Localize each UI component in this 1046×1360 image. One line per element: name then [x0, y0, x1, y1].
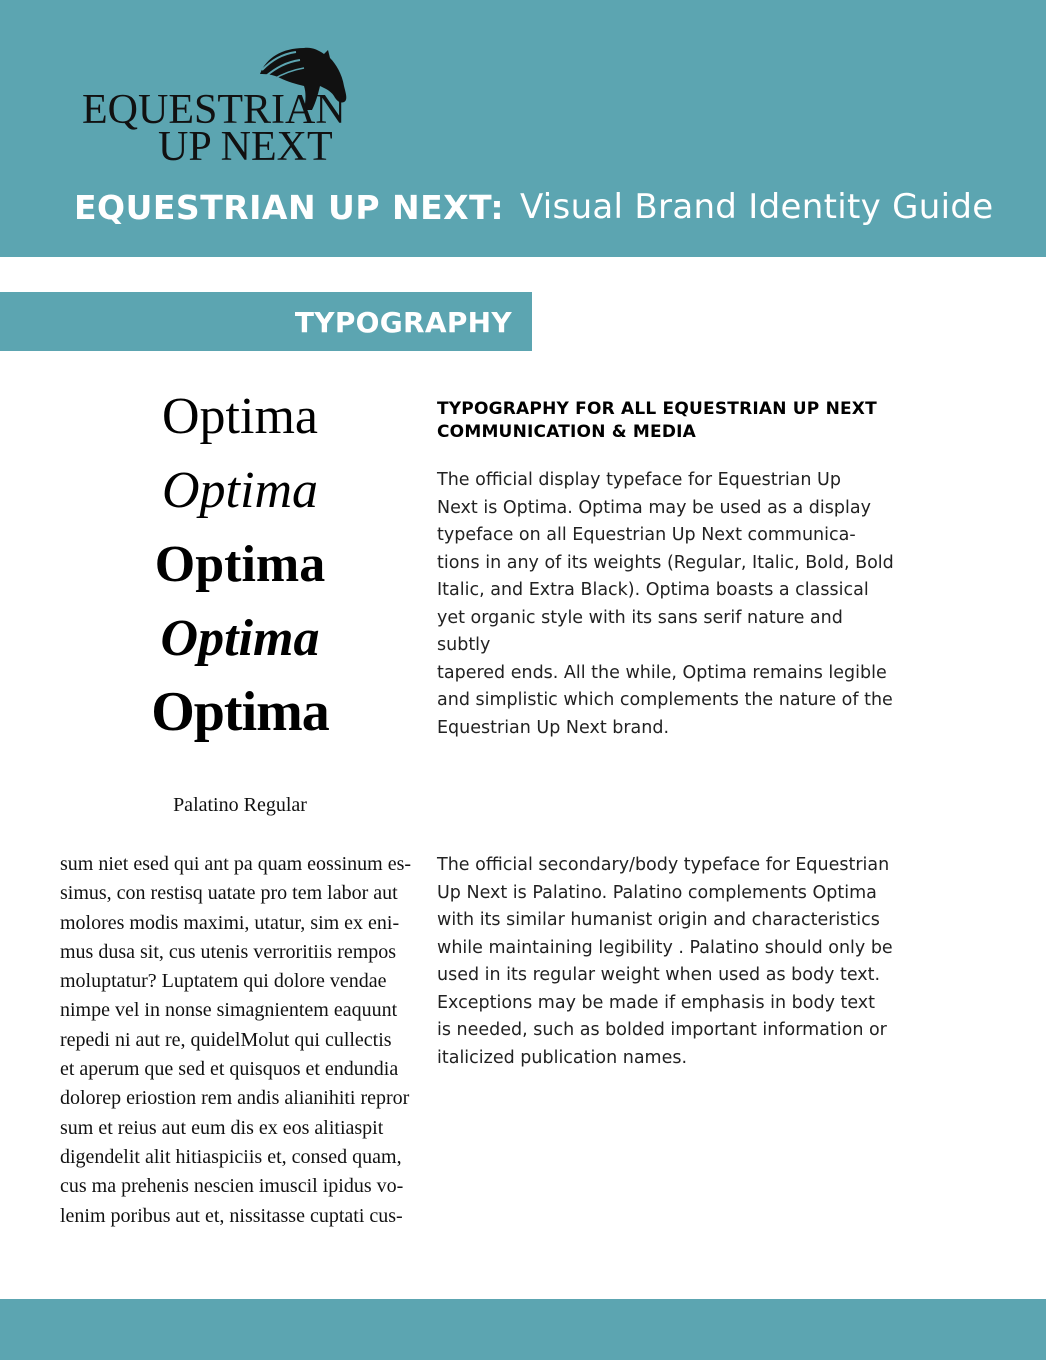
palatino-sample-text: sum niet esed qui ant pa quam eossinum es- simus, con restisq uatate pro tem labor aut molores modis maximi, utatur, sim ex eni- mus dusa sit, cus utenis verroritiis rempos moluptatur? Luptatem qui dolore vendae nimpe vel in nonse simagnientem eaquunt repedi ni aut re, quidelMolut qui cullectis et aperum que sed et quisquos et endundia dolorep eriostion rem andis alianihiti repror sum et reius aut eum dis ex eos alitiaspit digendelit alit hitiaspiciis et, consed quam, cus ma prehenis nescien imuscil ipidus vo- lenim poribus aut et, nissitasse cuptati cus- [60, 853, 412, 1227]
brand-logo [82, 44, 352, 170]
header-banner [0, 0, 1046, 257]
optima-extra-black-specimen: Optima [151, 681, 329, 743]
optima-bold-italic-specimen: Optima [160, 610, 320, 667]
guide-title-brand: EQUESTRIAN UP NEXT: [74, 188, 505, 227]
palatino-specimen-label: Palatino Regular [173, 794, 307, 816]
optima-regular-specimen: Optima [162, 388, 318, 445]
guide-title-subtitle: Visual Brand Identity Guide [520, 187, 994, 227]
logo-text-line2: UP NEXT [158, 124, 333, 170]
palatino-description: The official secondary/body typeface for Equestrian Up Next is Palatino. Palatino complements Optima with its similar humanist origin and characteristics while maintaining legibility . Palatino should only be used in its regular weight when used as body text. Exceptions may be made if emphasis in body text is needed, such as bolded important information or italicized publication names. [437, 855, 893, 1068]
optima-description: The official display typeface for Equestrian Up Next is Optima. Optima may be used as a display typeface on all Equestrian Up Next communica- tions in any of its weights (Regular, Italic, Bold, Bold Italic, and Extra Black). Optima boasts a classical yet organic style with its sans serif nature and subtly tapered ends. All the while, Optima remains legible and simplistic which complements the nature of the Equestrian Up Next brand. [437, 470, 894, 738]
logo-text-line1: EQUESTRIAN [82, 87, 346, 133]
optima-italic-specimen: Optima [162, 462, 318, 519]
typography-heading: TYPOGRAPHY FOR ALL EQUESTRIAN UP NEXT COMMUNICATION & MEDIA [437, 399, 877, 442]
section-title: TYPOGRAPHY [294, 306, 512, 339]
section-tab [0, 292, 532, 351]
optima-bold-specimen: Optima [154, 536, 326, 593]
footer-banner [0, 1299, 1046, 1360]
